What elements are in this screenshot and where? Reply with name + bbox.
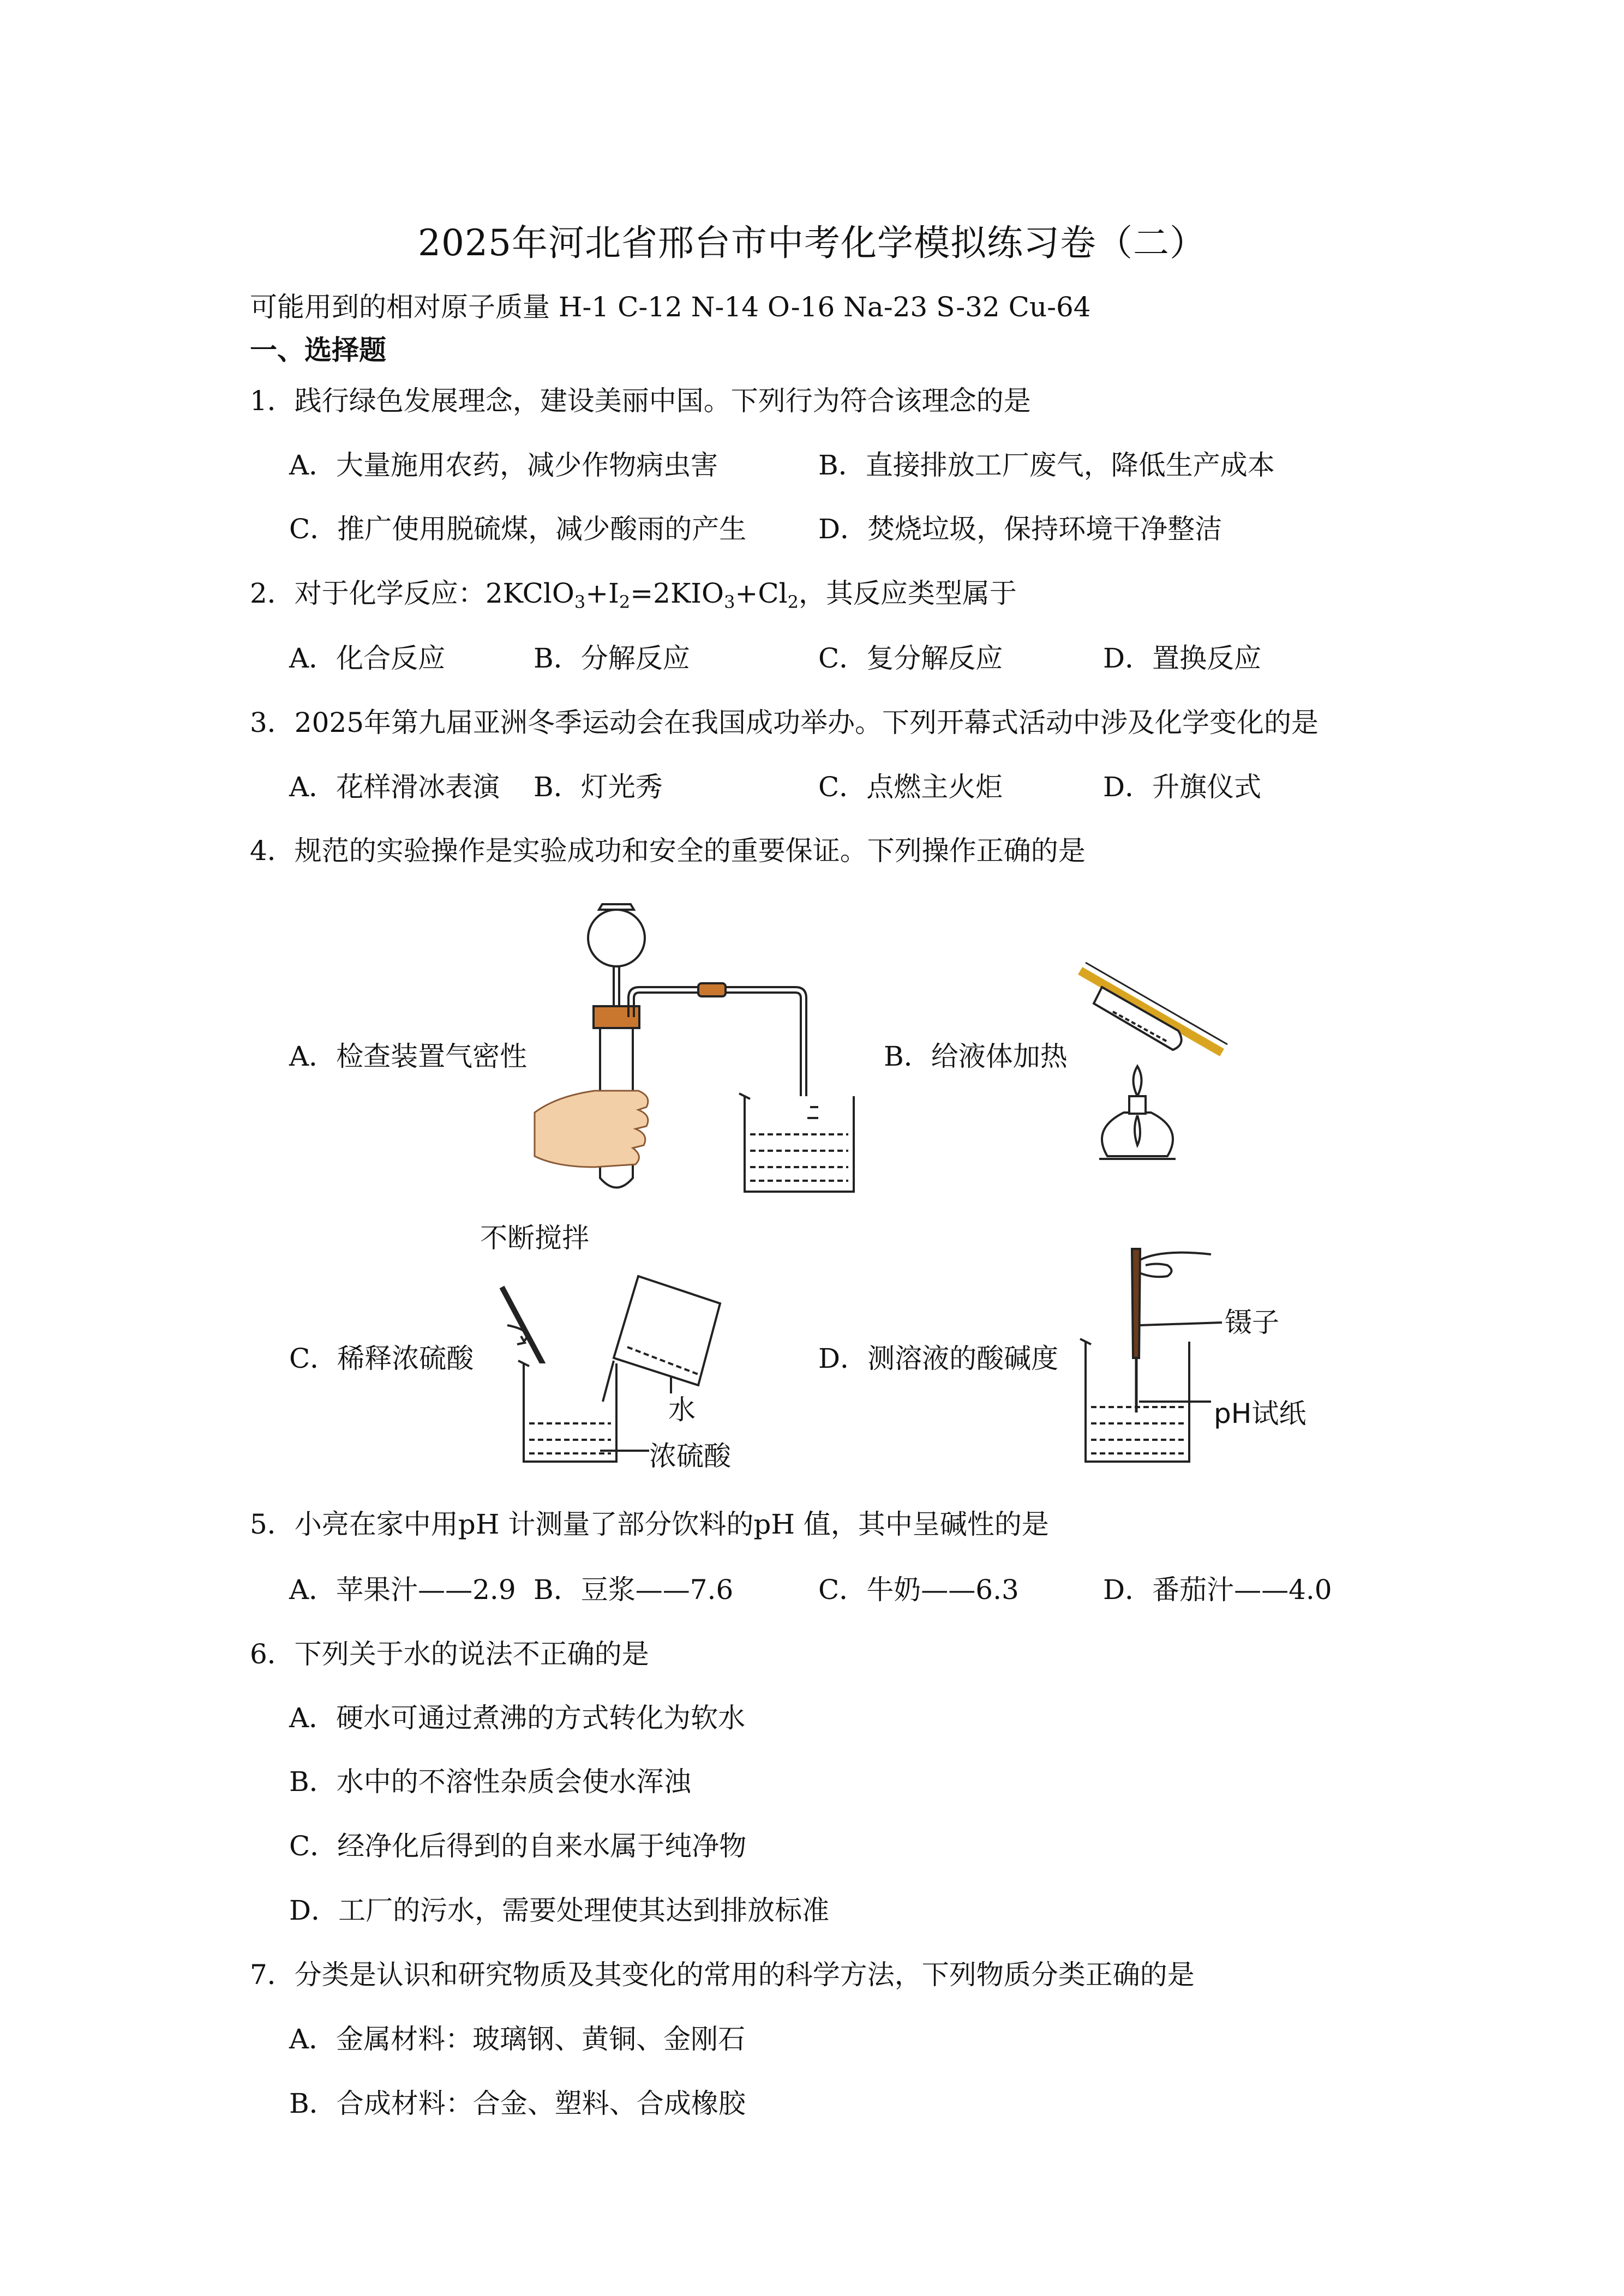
option-d: D．置换反应 — [1103, 642, 1262, 674]
section-heading: 一、选择题 — [250, 334, 386, 366]
option-c: C．经净化后得到的自来水属于纯净物 — [289, 1830, 747, 1862]
rubber-tube — [698, 983, 726, 996]
chemical-equation: $2KClO_3+I_2=2KIO_3+Cl_2$ — [485, 578, 799, 612]
ph-paper-label: pH试纸 — [1214, 1398, 1307, 1429]
option-b: B．给液体加热 — [884, 1041, 1068, 1072]
beaker — [745, 1096, 854, 1192]
question-stem: 6．下列关于水的说法不正确的是 — [250, 1638, 649, 1670]
ph-test-figure — [1080, 1238, 1244, 1478]
atomic-masses-note: 可能用到的相对原子质量 H-1 C-12 N-14 O-16 Na-23 S-32 Cu-64 — [250, 291, 1091, 323]
option-d: D．焚烧垃圾，保持环境干净整洁 — [818, 513, 1223, 545]
option-d: D．升旗仪式 — [1103, 771, 1262, 803]
option-a: A．检查装置气密性 — [289, 1041, 528, 1072]
water-label: 水 — [668, 1394, 696, 1426]
hand — [1140, 1253, 1211, 1260]
heating-liquid-figure — [1069, 960, 1277, 1178]
option-b: B．灯光秀 — [534, 771, 663, 803]
option-a: A．化合反应 — [289, 642, 446, 674]
pouring-beaker — [614, 1276, 720, 1385]
option-c: C．牛奶——6.3 — [818, 1574, 1019, 1606]
option-d: D．番茄汁——4.0 — [1103, 1574, 1332, 1606]
hand — [535, 1091, 648, 1167]
question-stem: 3．2025年第九届亚洲冬季运动会在我国成功举办。下列开幕式活动中涉及化学变化的是 — [250, 707, 1319, 738]
option-d: D．工厂的污水，需要处理使其达到排放标准 — [289, 1895, 830, 1926]
question-stem: 4．规范的实验操作是实验成功和安全的重要保证。下列操作正确的是 — [250, 835, 1086, 867]
option-a: A．硬水可通过煮沸的方式转化为软水 — [289, 1702, 746, 1734]
question-stem: 7．分类是认识和研究物质及其变化的常用的科学方法，下列物质分类正确的是 — [250, 1959, 1195, 1991]
page-title: 2025年河北省邢台市中考化学模拟练习卷（二） — [418, 222, 1206, 264]
question-stem: 1．践行绿色发展理念，建设美丽中国。下列行为符合该理念的是 — [250, 385, 1031, 417]
tweezers — [1132, 1249, 1140, 1358]
option-b: B．合成材料：合金、塑料、合成橡胶 — [289, 2088, 746, 2119]
option-b: B．直接排放工厂废气，降低生产成本 — [818, 449, 1275, 481]
dilute-acid-figure — [491, 1265, 731, 1483]
option-a: A．苹果汁——2.9 — [289, 1574, 516, 1606]
beaker — [524, 1363, 616, 1462]
funnel-bulb — [588, 910, 645, 966]
question-stem: 5．小亮在家中用pH 计测量了部分饮料的pH 值，其中呈碱性的是 — [250, 1508, 1049, 1540]
stir-label: 不断搅拌 — [480, 1222, 589, 1254]
option-d: D．测溶液的酸碱度 — [818, 1343, 1059, 1374]
question-stem — [250, 580, 1017, 611]
option-b: B．水中的不溶性杂质会使水浑浊 — [289, 1766, 691, 1798]
option-c: C．复分解反应 — [818, 642, 1003, 674]
option-c: C．稀释浓硫酸 — [289, 1343, 474, 1374]
option-c: C．点燃主火炬 — [818, 771, 1003, 803]
option-b: B．分解反应 — [534, 642, 690, 674]
flame — [1134, 1066, 1142, 1096]
airtightness-apparatus-figure — [535, 900, 873, 1205]
test-tube-holder — [1080, 971, 1222, 1053]
option-a: A．金属材料：玻璃钢、黄铜、金刚石 — [289, 2023, 746, 2055]
option-c: C．推广使用脱硫煤，减少酸雨的产生 — [289, 513, 747, 545]
stem-prefix: 2．对于化学反应： — [250, 578, 486, 609]
tweezers-label: 镊子 — [1225, 1307, 1279, 1338]
option-b: B．豆浆——7.6 — [534, 1574, 734, 1606]
acid-label: 浓硫酸 — [649, 1440, 731, 1472]
option-a: A．大量施用农药，减少作物病虫害 — [289, 449, 718, 481]
rubber-stopper — [594, 1006, 639, 1028]
option-a: A．花样滑冰表演 — [289, 771, 500, 803]
stem-suffix: ，其反应类型属于 — [798, 578, 1017, 609]
